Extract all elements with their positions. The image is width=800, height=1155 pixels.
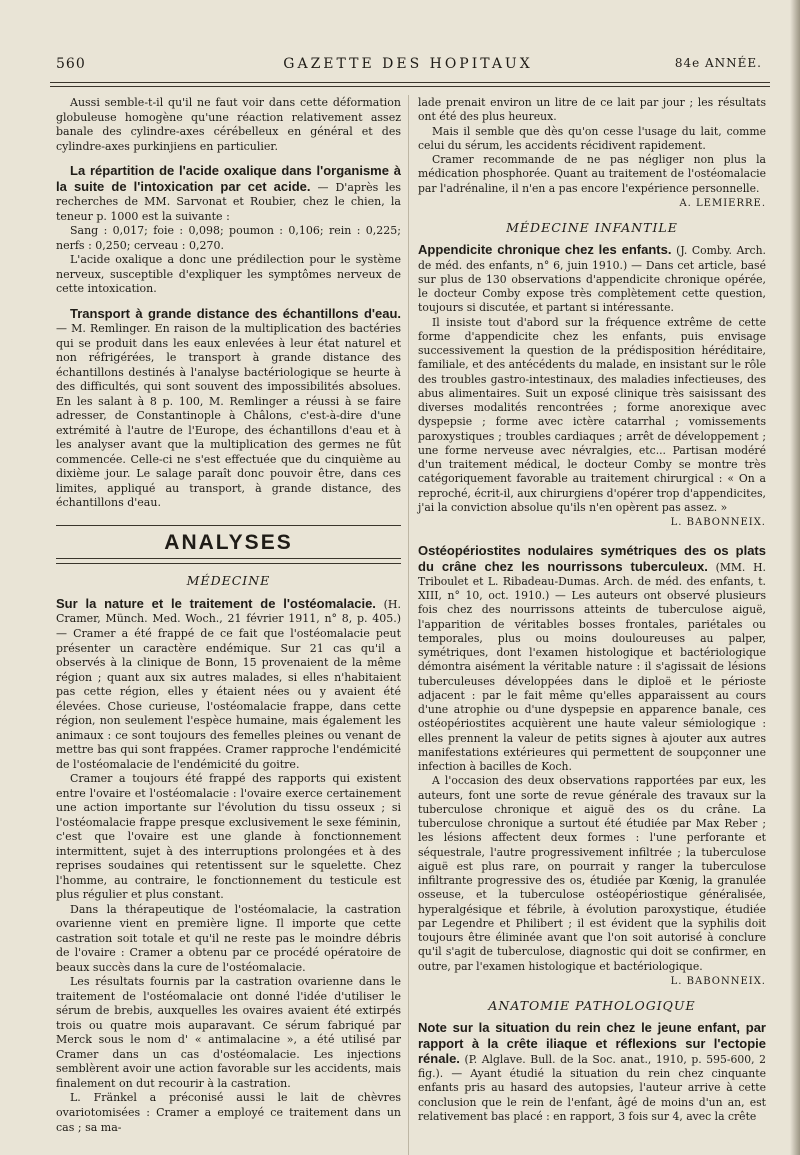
page-header bbox=[48, 56, 768, 78]
paragraph: Cramer a toujours été frappé des rapports qui existent entre l'ovaire et l'ostéomalacie : l'ovaire exerce certainement une action importante sur l'évolution du tissu osseux ; si l'ostéomalacie frappe presque exclusivement le sexe féminin, c'est que l'ovaire est une glande à fonctionnement intermittent, sujet à des interruptions prolongées et à des reprises soudaines qui retentissent sur le squelette. Chez l'homme, au contraire, le fonctionnement du testicule est plus régulier et plus constant. bbox=[56, 772, 401, 902]
paragraph: L'acide oxalique a donc une prédilection pour le système nerveux, susceptible d'expliquer les symptômes nerveux de cette intoxication. bbox=[56, 253, 401, 296]
article-title: Appendicite chronique chez les enfants. bbox=[418, 242, 672, 258]
page-number: 560 bbox=[56, 56, 86, 72]
paragraph: Les résultats fournis par la castration ovarienne dans le traitement de l'ostéomalacie ont donné l'idée d'utiliser le sérum de brebis, auxquelles les ovaires avaient été extirpés trois ou quatre mois auparavant. Ce sérum fabriqué par Merck sous le nom d' « antimalacine », a été utilisé par Cramer dans un cas d'ostéomalacie. Les injections semblèrent avoir une action favorable sur les accidents, mais finalement on dut recourir à la castration. bbox=[56, 975, 401, 1090]
article-transport: Transport à grande distance des échantillons d'eau. — M. Remlinger. En raison de la multiplication des bactéries qui se produit dans les eaux enlevées à leur état naturel et non réfrigérées, le transport à grande distance des échantillons destinés à l'analyse bactériologique se heurte à des difficultés, qui sont souvent des impossibilités absolues. En les salant à 8 p. 100, M. Remlinger a réussi à se faire adresser, de Constantinople à Châlons, c'est-à-dire d'une extrémité à l'autre de l'Europe, des échantillons d'eau et à les analyser avant que la multiplication des germes ne fût commencée. Celle-ci ne s'est effectuée que du cinquième au dixième jour. Le salage paraît donc pouvoir être, dans ces limites, appliqué au transport, à grande distance, des échantillons d'eau. bbox=[56, 305, 401, 510]
article-title: Ostéopériostites nodulaires symétriques des os plats du crâne chez les nourrissons tuberculeux. bbox=[418, 543, 766, 574]
author-signature: L. BABONNEIX. bbox=[670, 975, 766, 987]
section-heading: MÉDECINE INFANTILE bbox=[506, 220, 678, 235]
author-signature: A. LEMIERRE. bbox=[679, 197, 766, 209]
paragraph: lade prenait environ un litre de ce lait par jour ; les résultats ont été des plus heureux. bbox=[418, 96, 766, 124]
left-column bbox=[56, 96, 401, 1135]
paragraph: Il insiste tout d'abord sur la fréquence extrême de cette forme d'appendicite chez les enfants, puis envisage successivement la question de la prédisposition héréditaire, familiale, et des antécédents du malade, en insistant sur le rôle des troubles gastro-intestinaux, des maladies infectieuses, des abus alimentaires. Suit un exposé clinique très saisissant des diverses modalités rencontrées ; forme anorexique avec dyspepsie ; forme avec ictère catarrhal ; vomissements paroxystiques ; troubles cardiaques ; arrêt de développement ; une forme nerveuse avec névralgies, etc... Partisan modéré d'un traitement médical, le docteur Comby se montre très catégoriquement favorable au traitement chirurgical : « On a reproché, écrit-il, aux chirurgiens d'opérer trop d'appendicites, j'ai la conviction absolue qu'ils n'en opèrent pas assez. » bbox=[418, 315, 766, 514]
article-oxalic: La répartition de l'acide oxalique dans l'organisme à la suite de l'intoxication par cet acide. — D'après les recherches de MM. Sarvonat et Roubier, chez le chien, la teneur p. 1000 est la suivante : bbox=[56, 163, 401, 223]
paragraph: L. Fränkel a préconisé aussi le lait de chèvres ovariotomisées : Cramer a employé ce traitement dans un cas ; sa ma- bbox=[56, 1091, 401, 1134]
article-rein: Note sur la situation du rein chez le jeune enfant, par rapport à la crête iliaque et réflexions sur l'ectopie rénale. (P. Alglave. Bull. de la Soc. anat., 1910, p. 595-600, 2 fig.). — Ayant étudié la situation du rein chez cinquante enfants pris au hasard des autopsies, l'auteur arrive à cette conclusion que le rein de l'enfant, âgé de moins d'un an, est relativement bas placé : en rapport, 3 fois sur 4, avec la crête bbox=[418, 1020, 766, 1123]
page-edge-shadow bbox=[790, 0, 800, 1155]
article-appendicite: Appendicite chronique chez les enfants. (J. Comby. Arch. de méd. des enfants, n° 6, juin 1910.) — Dans cet article, basé sur plus de 130 observations d'appendicite chronique opérée, le docteur Comby expose très complètement cette question, toujours si discutée, et partant si intéressante. bbox=[418, 242, 766, 315]
header-rule-2 bbox=[50, 86, 770, 87]
article-title: Transport à grande distance des échantillons d'eau. bbox=[70, 305, 401, 321]
article-title: Sur la nature et le traitement de l'ostéomalacie. bbox=[56, 595, 376, 611]
intro-paragraph: Aussi semble-t-il qu'il ne faut voir dans cette déformation globuleuse homogène qu'une réaction relativement assez banale des cylindre-axes cérébelleux en général et des cylindre-axes purkinjiens en particulier. bbox=[56, 96, 401, 153]
article-title: Note sur la situation du rein chez le jeune enfant, par rapport à la crête iliaque et réflexions sur l'ectopie rénale. bbox=[418, 1020, 766, 1066]
volume-year: 84e ANNÉE. bbox=[674, 56, 762, 70]
paragraph: Dans la thérapeutique de l'ostéomalacie, la castration ovarienne vient en première ligne. Il importe que cette castration soit totale et qu'il ne reste pas le moindre débris de l'ovaire : Cramer a obtenu par ce procédé opératoire de beaux succès dans la cure de l'ostéomalacie. bbox=[56, 902, 401, 974]
analyses-banner bbox=[56, 525, 401, 565]
author-signature: L. BABONNEIX. bbox=[670, 517, 766, 528]
journal-title: GAZETTE DES HOPITAUX bbox=[283, 56, 533, 72]
paragraph: A l'occasion des deux observations rapportées par eux, les auteurs, font une sorte de revue générale des travaux sur la tuberculose chronique et aiguë des os du crâne. La tuberculose chronique a surtout été étudiée par Max Reber ; les lésions affectent deux formes : l'une perforante et séquestrale, l'autre progressivement infiltrée ; la tuberculose aiguë est plus rare, on pourrait y ranger la tuberculose infiltrante progressive des os, étudiée par Kœnig, la granulée osseuse, et la tuberculose ostéopériostique généralisée, hyperalgésique et fébrile, à évolution paroxystique, étudiée par Legendre et Philibert ; il est évident que la syphilis doit toujours être éliminée avant que l'on soit autorisé à conclure qu'il s'agit de tuberculose, diagnostic qui doit se confirmer, en outre, par l'examen histologique et bactériologique. bbox=[418, 774, 766, 973]
oxalic-values: Sang : 0,017; foie : 0,098; poumon : 0,106; rein : 0,225; nerfs : 0,250; cerveau : 0,270. bbox=[56, 224, 401, 252]
header-rule bbox=[50, 82, 770, 83]
section-heading: ANATOMIE PATHOLOGIQUE bbox=[488, 998, 696, 1013]
paragraph: Cramer recommande de ne pas négliger non plus la médication phosphorée. Quant au traitement de l'ostéomalacie par l'adrénaline, il n'en a pas encore l'expérience personnelle. bbox=[418, 153, 766, 195]
article-osteomalacie: Sur la nature et le traitement de l'ostéomalacie. (H. Cramer, Münch. Med. Woch., 21 février 1911, n° 8, p. 405.) — Cramer a été frappé de ce fait que l'ostéomalacie peut présenter un caractère endémique. Sur 21 cas qu'il a observés à la clinique de Bonn, 15 provenaient de la même région ; quant aux six autres malades, si elles n'habitaient pas cette région, elles y étaient nées ou y avaient été élevées. Chose curieuse, l'ostéomalacie frappe, dans cette région, non seulement l'espèce humaine, mais également les animaux : ce sont toujours des femelles pleines ou venant de mettre bas qui sont frappées. Cramer rapproche l'endémicité de l'ostéomalacie de l'endémicité du goitre. bbox=[56, 595, 401, 771]
article-osteoperiostites: Ostéopériostites nodulaires symétriques des os plats du crâne chez les nourrissons tuberculeux. (MM. H. Triboulet et L. Ribadeau-Dumas. Arch. de méd. des enfants, t. XIII, n° 10, oct. 1910.) — Les auteurs ont observé plusieurs fois chez des nourrissons atteints de tuberculose aiguë, l'apparition de véritables bosses frontales, pariétales ou temporales, plus ou moins douloureuses au palper, symétriques, dont l'examen histologique et bactériologique démontra aisément la véritable nature : il s'agissait de lésions tuberculeuses développées dans le diploë et le périoste adjacent : par le fait même qu'elles apparaissent au cours d'une atrophie ou d'une dyspepsie en apparence banale, ces ostéopériostites acquièrent une haute valeur sémiologique : elles prennent la valeur de petits signes à ajouter aux autres manifestations extérieures qui permettent de soupçonner une infection à bacilles de Koch. bbox=[418, 543, 766, 773]
section-heading: MÉDECINE bbox=[186, 573, 271, 589]
column-divider bbox=[408, 95, 409, 1155]
article-title: La répartition de l'acide oxalique dans l'organisme à la suite de l'intoxication par cet acide. bbox=[56, 163, 401, 194]
analyses-heading: ANALYSES bbox=[56, 530, 401, 560]
paragraph: Mais il semble que dès qu'on cesse l'usage du lait, comme celui du sérum, les accidents récidivent rapidement. bbox=[418, 124, 766, 152]
right-column bbox=[418, 96, 766, 1124]
